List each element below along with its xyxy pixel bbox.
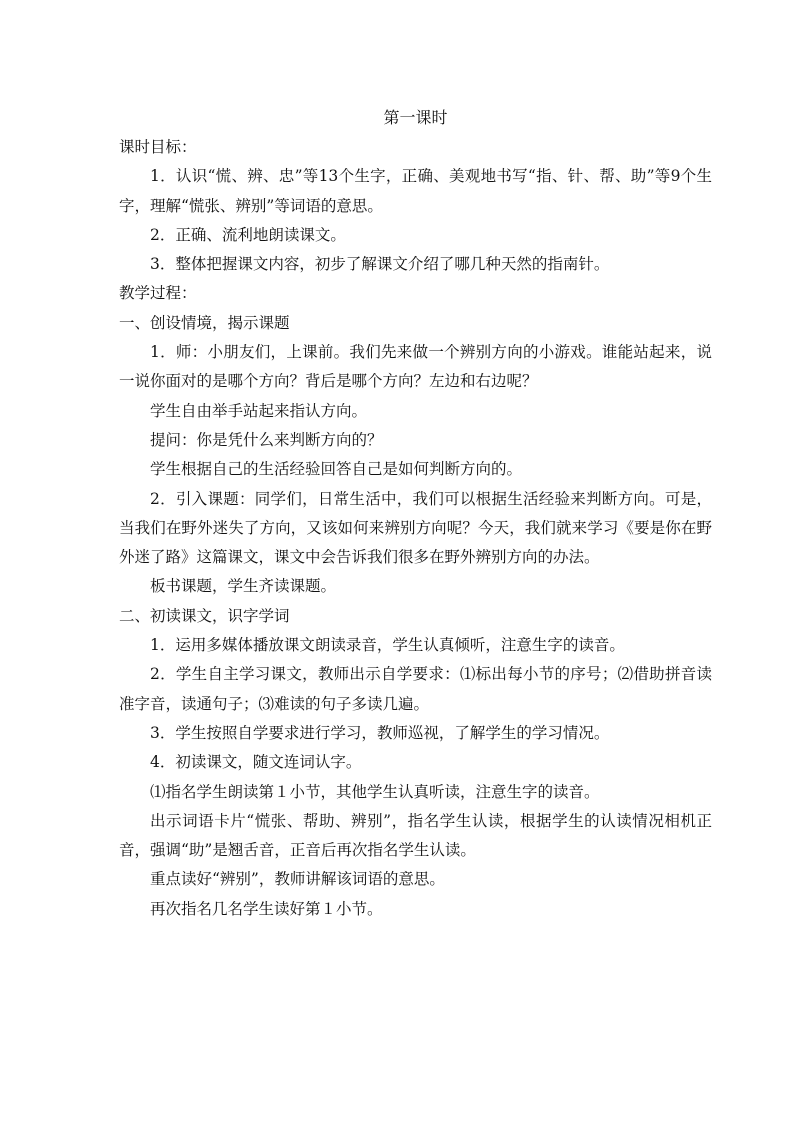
- section2-heading: 二、初读课文，识字学词: [119, 606, 290, 625]
- section1-heading: 一、创设情境，揭示课题: [119, 313, 290, 332]
- section1-paragraph-6: 板书课题，学生齐读课题。: [150, 577, 337, 596]
- section2-paragraph-5: ⑴指名学生朗读第１小节，其他学生认真听读，注意生字的读音。: [150, 782, 600, 801]
- section2-paragraph-6: 出示词语卡片“慌张、帮助、辨别”，指名学生认读，根据学生的认读情况相机正音，强调“助”是翘舌音，正音后再次指名学生认读。: [119, 811, 712, 860]
- page-title: 第一课时: [383, 108, 448, 127]
- section1-paragraph-4: 学生根据自己的生活经验回答自己是如何判断方向的。: [150, 460, 523, 479]
- section2-paragraph-7: 重点读好“辨别”，教师讲解该词语的意思。: [150, 870, 445, 889]
- section2-paragraph-3: 3．学生按照自学要求进行学习，教师巡视，了解学生的学习情况。: [150, 723, 610, 742]
- goal-item-2: 2．正确、流利地朗读课文。: [150, 225, 346, 244]
- section1-paragraph-5: 2．引入课题：同学们，日常生活中，我们可以根据生活经验来判断方向。可是，当我们在野外迷失了方向，又该如何来辨别方向呢？今天，我们就来学习《要是你在野外迷了路》这篇课文，课文中会告诉我们很多在野外辨别方向的办法。: [119, 489, 712, 567]
- section2-paragraph-4: 4．初读课文，随文连词认字。: [150, 753, 362, 772]
- section2-paragraph-2: 2．学生自主学习课文，教师出示自学要求：⑴标出每小节的序号；⑵借助拼音读准字音，读通句子；⑶难读的句子多读几遍。: [119, 665, 712, 713]
- section1-paragraph-3: 提问：你是凭什么来判断方向的？: [150, 430, 383, 449]
- goal-item-3: 3．整体把握课文内容，初步了解课文介绍了哪几种天然的指南针。: [150, 255, 610, 274]
- section2-paragraph-8: 再次指名几名学生读好第１小节。: [150, 899, 383, 918]
- process-heading: 教学过程：: [119, 284, 197, 303]
- section1-paragraph-2: 学生自由举手站起来指认方向。: [150, 401, 368, 420]
- goals-heading: 课时目标：: [119, 138, 197, 156]
- section1-paragraph-1: 1．师：小朋友们，上课前。我们先来做一个辨别方向的小游戏。谁能站起来，说一说你面对的是哪个方向？背后是哪个方向？左边和右边呢？: [119, 343, 712, 391]
- section2-paragraph-1: 1．运用多媒体播放课文朗读录音，学生认真倾听，注意生字的读音。: [150, 636, 625, 655]
- goal-item-1: 1．认识“慌、辨、忠”等13个生字，正确、美观地书写“指、针、帮、助”等9个生字，理解“慌张、辨别”等词语的意思。: [119, 167, 712, 215]
